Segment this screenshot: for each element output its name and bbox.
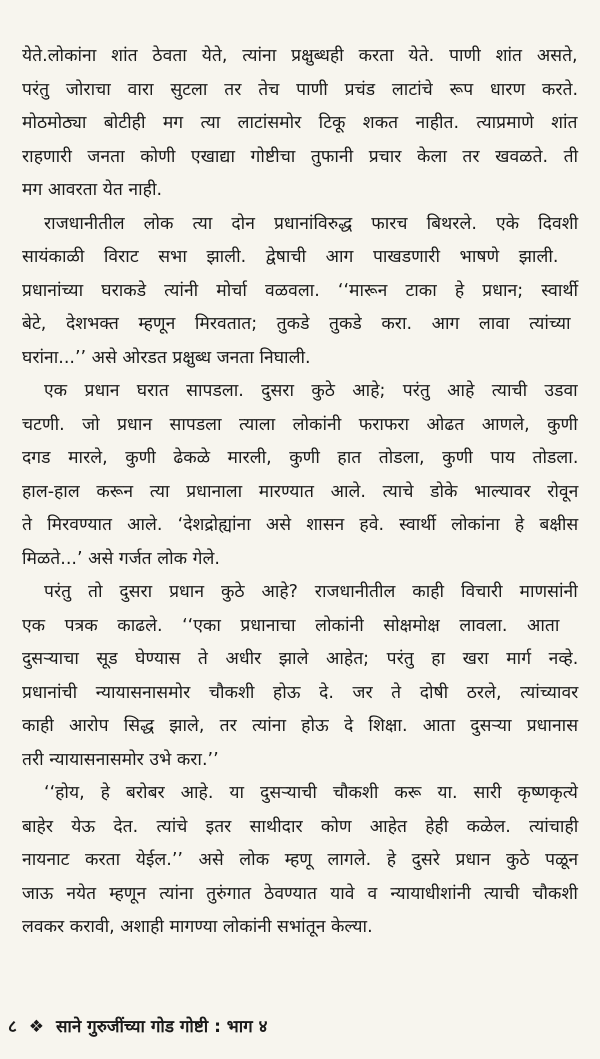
text-line: ते मिरवण्यात आले. ‘देशद्रोह्यांना असे शासन हवे. स्वार्थी लोकांना हे बक्षीस <box>22 515 579 535</box>
text-line: मिळते...’ असे गर्जत लोक गेले. <box>22 548 220 569</box>
text-line: बेटे, देशभक्त म्हणून मिरवतात; तुकडे तुकडे करा. आग लावा त्यांच्या <box>22 314 571 334</box>
page-footer <box>8 1015 267 1039</box>
paragraph <box>22 40 582 208</box>
text-line: दुसऱ्याचा सूड घेण्यास ते अधीर झाले आहेत; परंतु हा खरा मार्ग नव्हे. <box>22 649 579 669</box>
text-line: तरी न्यायासनासमोर उभे करा.’’ <box>22 749 219 770</box>
text-line: एक प्रधान घरात सापडला. दुसरा कुठे आहे; परंतु आहे त्याची उडवा <box>44 381 578 401</box>
text-line: एक पत्रक काढले. ‘‘एका प्रधानाचा लोकांनी सोक्षमोक्ष लावला. आता <box>22 615 560 636</box>
text-line: प्रधानांच्या घराकडे त्यांनी मोर्चा वळवला. ‘‘मारून टाका हे प्रधान; स्वार्थी <box>22 280 579 301</box>
text-line: प्रधानांची न्यायासनासमोर चौकशी होऊ दे. जर ते दोषी ठरले, त्यांच्यावर <box>22 682 579 703</box>
page-body-text <box>22 40 582 945</box>
text-line: राहणारी जनता कोणी एखाद्या गोष्टीचा तुफानी प्रचार केला तर खवळते. ती <box>22 146 579 167</box>
text-line: दगड मारले, कुणी ढेकळे मारली, कुणी हात तोडला, कुणी पाय तोडला. <box>22 448 579 468</box>
text-line: मग आवरता येत नाही. <box>22 180 163 200</box>
ornament-icon: ❖ <box>28 1017 45 1037</box>
page-number: ८ <box>8 1017 17 1037</box>
text-line: काही आरोप सिद्ध झाले, तर त्यांना होऊ दे शिक्षा. आता दुसऱ्या प्रधानास <box>22 716 579 736</box>
paragraph <box>22 208 582 376</box>
text-line: बाहेर येऊ देत. त्यांचे इतर साथीदार कोण आहेत हेही कळेल. त्यांचाही <box>22 816 579 837</box>
text-line: हाल-हाल करून त्या प्रधानाला मारण्यात आले. त्याचे डोके भाल्यावर रोवून <box>22 481 579 502</box>
text-line: मोठमोठ्या बोटीही मग त्या लाटांसमोर टिकू शकत नाहीत. त्याप्रमाणे शांत <box>22 113 578 133</box>
text-line: ‘‘होय, हे बरोबर आहे. या दुसऱ्याची चौकशी करू या. सारी कृष्णकृत्ये <box>44 783 578 803</box>
book-title: साने गुरुजींच्या गोड गोष्टी : भाग ४ <box>55 1017 268 1037</box>
text-line: राजधानीतील लोक त्या दोन प्रधानांविरुद्ध फारच बिथरले. एके दिवशी <box>44 213 579 234</box>
text-line: जाऊ नयेत म्हणून त्यांना तुरुंगात ठेवण्यात यावे व न्यायाधीशांनी त्याची चौकशी <box>22 883 578 904</box>
text-line: चटणी. जो प्रधान सापडला त्याला लोकांनी फराफरा ओढत आणले, कुणी <box>22 414 578 435</box>
text-line: सायंकाळी विराट सभा झाली. द्वेषाची आग पाखडणारी भाषणे झाली. <box>22 247 559 267</box>
text-line: घरांना...’’ असे ओरडत प्रक्षुब्ध जनता निघाली. <box>22 347 311 368</box>
text-line: नायनाट करता येईल.’’ असे लोक म्हणू लागले. हे दुसरे प्रधान कुठे पळून <box>22 850 579 870</box>
paragraph <box>22 375 582 576</box>
text-line: परंतु तो दुसरा प्रधान कुठे आहे? राजधानीतील काही विचारी माणसांनी <box>44 582 578 602</box>
text-line: लवकर करावी, अशाही मागण्या लोकांनी सभांतून केल्या. <box>22 917 373 937</box>
text-line: परंतु जोराचा वारा सुटला तर तेच पाणी प्रचंड लाटांचे रूप धारण करते. <box>22 79 579 100</box>
paragraph <box>22 576 582 777</box>
paragraph <box>22 777 582 945</box>
text-line: येते.लोकांना शांत ठेवता येते, त्यांना प्रक्षुब्धही करता येते. पाणी शांत असते, <box>22 46 578 66</box>
